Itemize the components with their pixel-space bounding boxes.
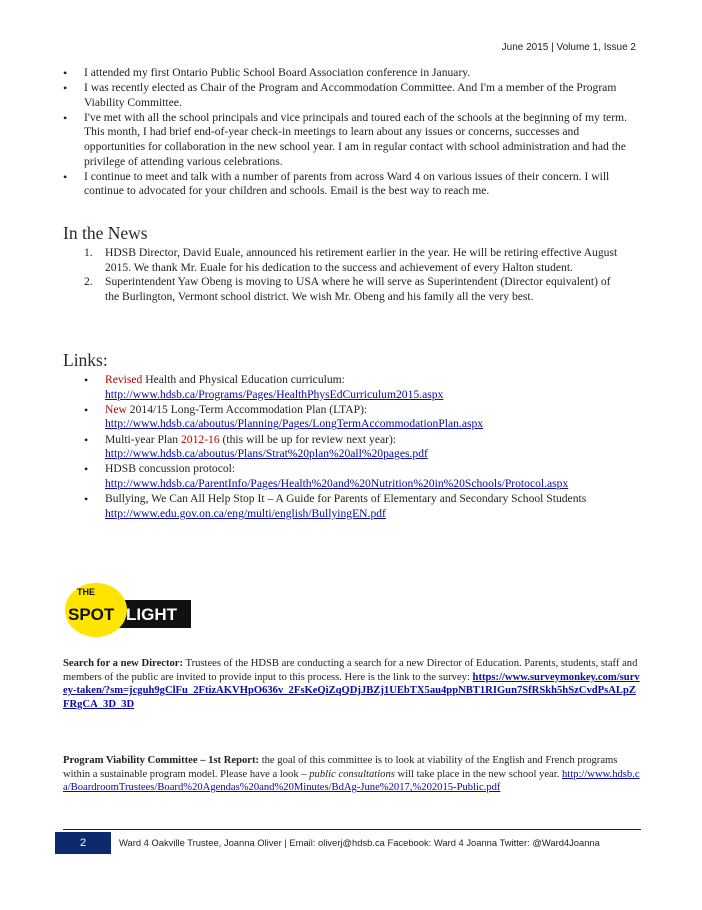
director-text: Trustees of the HDSB are conducting a search for a new Director of Education. Parents, students, staff and members of the public are invited to provide input to this process. Here is the link to the survey: <box>63 658 638 683</box>
news-list <box>84 246 626 304</box>
pvc-italic: public consultations <box>309 768 395 780</box>
program-viability-paragraph <box>63 754 641 795</box>
logo-spot-text: SPOT <box>68 605 115 624</box>
list-item <box>84 246 626 275</box>
ltap-link[interactable]: http://www.hdsb.ca/aboutus/Planning/Pages/LongTermAccommodationPlan.aspx <box>105 417 484 431</box>
spotlight-logo <box>63 576 191 638</box>
bullying-guide-link[interactable]: http://www.edu.gov.on.ca/eng/multi/english/BullyingEN.pdf <box>105 506 386 520</box>
issue-header: June 2015 | Volume 1, Issue 2 <box>501 42 636 53</box>
logo-the-text: THE <box>77 587 95 597</box>
list-item <box>84 403 640 432</box>
pvc-text: the goal of this committee is to look at viability of the English and French programs within a sustainable program model. Please have a look – <box>63 755 618 780</box>
link-description: Health and Physical Education curriculum: <box>142 373 345 386</box>
link-description: 2014/15 Long-Term Accommodation Plan (LTAP): <box>126 402 368 416</box>
revised-tag: Revised <box>105 373 143 386</box>
curriculum-link[interactable]: http://www.hdsb.ca/Programs/Pages/HealthPhysEdCurriculum2015.aspx <box>105 387 444 401</box>
list-item <box>84 462 640 491</box>
board-agenda-link[interactable]: http://www.hdsb.ca/BoardroomTrustees/Board%20Agendas%20and%20Minutes/BdAg-June%2017,%202015-Public.pdf <box>63 768 640 794</box>
plan-years: 2012-16 <box>181 432 220 446</box>
logo-light-text: LIGHT <box>126 605 177 624</box>
news-text: Superintendent Yaw Obeng is moving to USA where he will serve as Superintendent (Director equivalent) of the Burlington, Vermont school district. We wish Mr. Obeng and his family all the very best. <box>105 275 611 303</box>
survey-link[interactable]: https://www.surveymonkey.com/survey-taken/?sm=jcguh9gClFu_2FtizAKVHpO636v_2FsKeQiZqQDjJBZj1UEbTX5au4ppNBT1RIGun7SfRSkh5hSzCvdPsALpZFRgCA_3D_3D <box>63 671 640 710</box>
list-item: • I was recently elected as Chair of the Program and Accommodation Committee. And I'm a member of the Program Viability Committee. <box>63 81 641 110</box>
news-heading: In the News <box>63 223 148 243</box>
list-item: • I attended my first Ontario Public School Board Association conference in January. <box>63 66 641 81</box>
link-description: Multi-year Plan <box>105 432 181 446</box>
links-list <box>84 373 640 522</box>
list-item <box>84 433 640 462</box>
link-description: HDSB concussion protocol: <box>105 462 236 476</box>
list-item <box>84 373 640 402</box>
list-number: 1. <box>84 246 93 259</box>
director-label: Search for a new Director: <box>63 658 184 669</box>
list-item: • I continue to meet and talk with a number of parents from across Ward 4 on various issues of their concern. I will continue to advocated for your children and schools. Email is the best way to reach me. <box>63 170 641 199</box>
pvc-label: Program Viability Committee – 1st Report: <box>63 755 260 766</box>
footer-divider <box>63 829 641 830</box>
links-heading: Links: <box>63 350 108 370</box>
multi-year-plan-link[interactable]: http://www.hdsb.ca/aboutus/Plans/Strat%20plan%20all%20pages.pdf <box>105 447 428 461</box>
news-text: HDSB Director, David Euale, announced his retirement earlier in the year. He will be retiring effective August 2015. We thank Mr. Euale for his dedication to the success and achievement of every Halton student. <box>105 246 618 274</box>
list-item <box>84 275 626 304</box>
page-number-badge: 2 <box>55 832 111 854</box>
link-description: Bullying, We Can All Help Stop It – A Guide for Parents of Elementary and Secondary School Students <box>105 492 587 506</box>
list-item: • I've met with all the school principals and vice principals and toured each of the schools at the beginning of my term. This month, I had brief end-of-year check-in meetings to learn about any issues or concerns, successes and opportunities for collaboration in the new school year. I am in regular contact with school administration and had the privilege of attending various celebrations. <box>63 111 641 169</box>
list-item <box>84 492 640 521</box>
link-description-suffix: (this will be up for review next year): <box>219 432 397 446</box>
list-number: 2. <box>84 275 93 289</box>
footer-contact: Ward 4 Oakville Trustee, Joanna Oliver | Email: oliverj@hdsb.ca Facebook: Ward 4 Joanna Twitter: @Ward4Joanna <box>119 837 600 848</box>
concussion-protocol-link[interactable]: http://www.hdsb.ca/ParentInfo/Pages/Health%20and%20Nutrition%20in%20Schools/Protocol.aspx <box>105 476 569 490</box>
pvc-text-2: will take place in the new school year. <box>394 768 562 780</box>
director-search-paragraph <box>63 657 641 711</box>
trustee-activities-list <box>63 66 641 199</box>
new-tag: New <box>105 402 127 416</box>
